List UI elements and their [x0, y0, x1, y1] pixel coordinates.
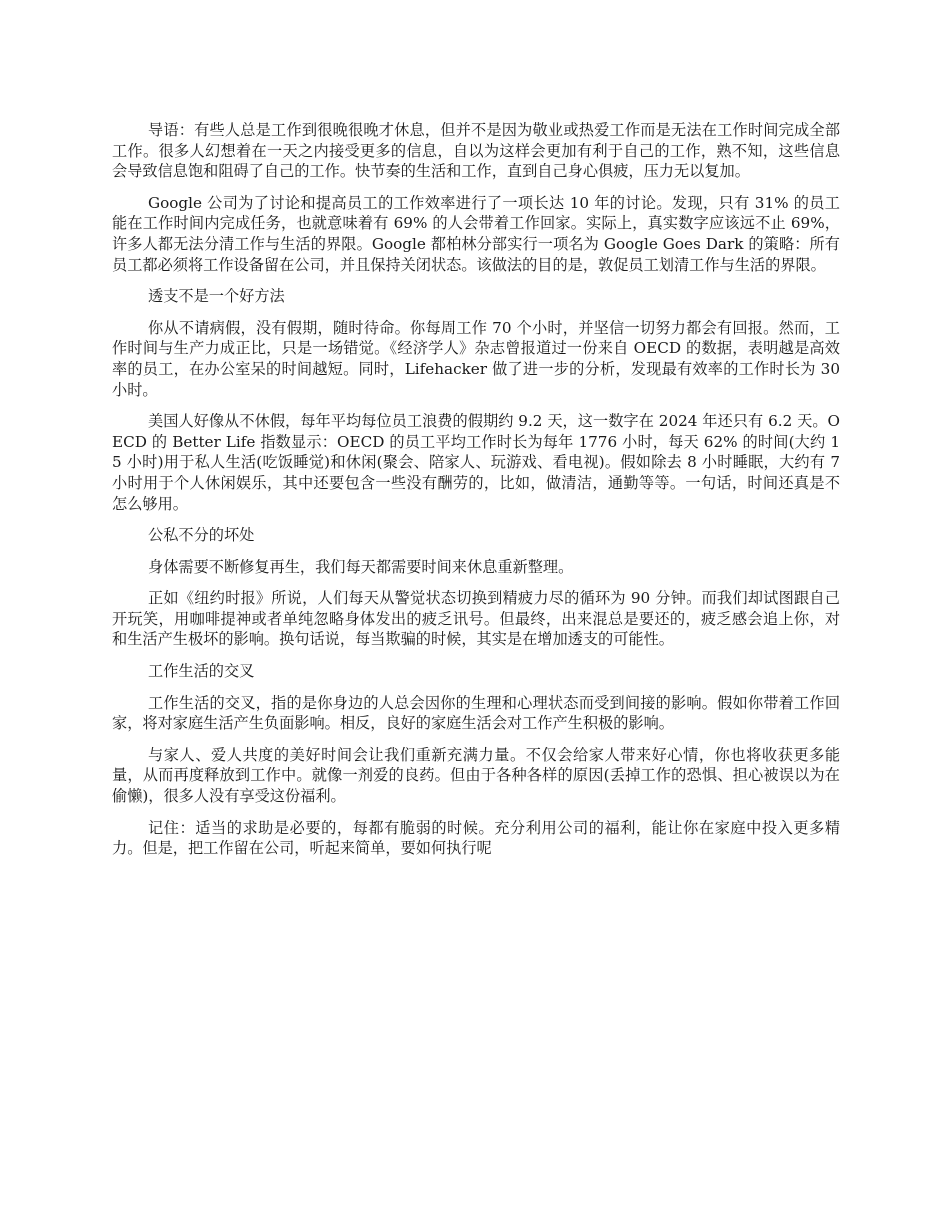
closing-paragraph: 记住：适当的求助是必要的，每都有脆弱的时候。充分利用公司的福利，能让你在家庭中投入更多精力。但是，把工作留在公司，听起来简单，要如何执行呢: [112, 818, 840, 858]
google-study-paragraph: Google 公司为了讨论和提高员工的工作效率进行了一项长达 10 年的讨论。发现，只有 31% 的员工能在工作时间内完成任务，也就意味着有 69% 的人会带着工作回家。实际上，真实数字应该远不止 69%，许多人都无法分清工作与生活的界限。Google 都柏林分部实行一项名为 Google Goes Dark 的策略：所有员工都必须将工作设备留在公司，并且保持关闭状态。该做法的目的是，敦促员工划清工作与生活的界限。: [112, 193, 840, 274]
document-body: [112, 120, 840, 870]
section-heading-crossover: 工作生活的交叉: [148, 662, 255, 681]
overwork-paragraph: 你从不请病假，没有假期，随时待命。你每周工作 70 个小时，并坚信一切努力都会有回报。然而，工作时间与生产力成正比，只是一场错觉。《经济学人》杂志曾报道过一份来自 OECD 的数据，表明越是高效率的员工，在办公室呆的时间越短。同时，Lifehacker 做了进一步的分析，发现最有效率的工作时长为 30 小时。: [112, 318, 840, 399]
family-time-paragraph: 与家人、爱人共度的美好时间会让我们重新充满力量。不仅会给家人带来好心情，你也将收获更多能量，从而再度释放到工作中。就像一剂爱的良药。但由于各种各样的原因(丢掉工作的恐惧、担心被误以为在偷懒)，很多人没有享受这份福利。: [112, 745, 840, 806]
section-heading-overdraft: 透支不是一个好方法: [148, 287, 285, 306]
vacation-stats-paragraph: 美国人好像从不休假，每年平均每位员工浪费的假期约 9.2 天，这一数字在 2024 年还只有 6.2 天。OECD 的 Better Life 指数显示：OECD 的员工平均工作时长为每年 1776 小时，每天 62% 的时间(大约 15 小时)用于私人生活(吃饭睡觉)和休闲(聚会、陪家人、玩游戏、看电视)。假如除去 8 小时睡眠，大约有 7 小时用于个人休闲娱乐，其中还要包含一些没有酬劳的，比如，做清洁，通勤等等。一句话，时间还真是不怎么够用。: [112, 412, 840, 513]
intro-paragraph: 导语：有些人总是工作到很晚很晚才休息，但并不是因为敬业或热爱工作而是无法在工作时间完成全部工作。很多人幻想着在一天之内接受更多的信息，自以为这样会更加有利于自己的工作，熟不知，这些信息会导致信息饱和阻碍了自己的工作。快节奏的生活和工作，直到自己身心俱疲，压力无以复加。: [112, 121, 840, 181]
body-repair-paragraph: 身体需要不断修复再生，我们每天都需要时间来休息重新整理。: [148, 557, 574, 576]
section-heading-downsides: 公私不分的坏处: [148, 526, 255, 545]
crossover-paragraph: 工作生活的交叉，指的是你身边的人总会因你的生理和心理状态而受到间接的影响。假如你带着工作回家，将对家庭生活产生负面影响。相反，良好的家庭生活会对工作产生积极的影响。: [112, 693, 840, 733]
nyt-cycle-paragraph: 正如《纽约时报》所说，人们每天从警觉状态切换到精疲力尽的循环为 90 分钟。而我们却试图跟自己开玩笑，用咖啡提神或者单纯忽略身体发出的疲乏讯号。但最终，出来混总是要还的，疲乏感会追上你，对和生活产生极坏的影响。换句话说，每当欺骗的时候，其实是在增加透支的可能性。: [112, 589, 840, 649]
